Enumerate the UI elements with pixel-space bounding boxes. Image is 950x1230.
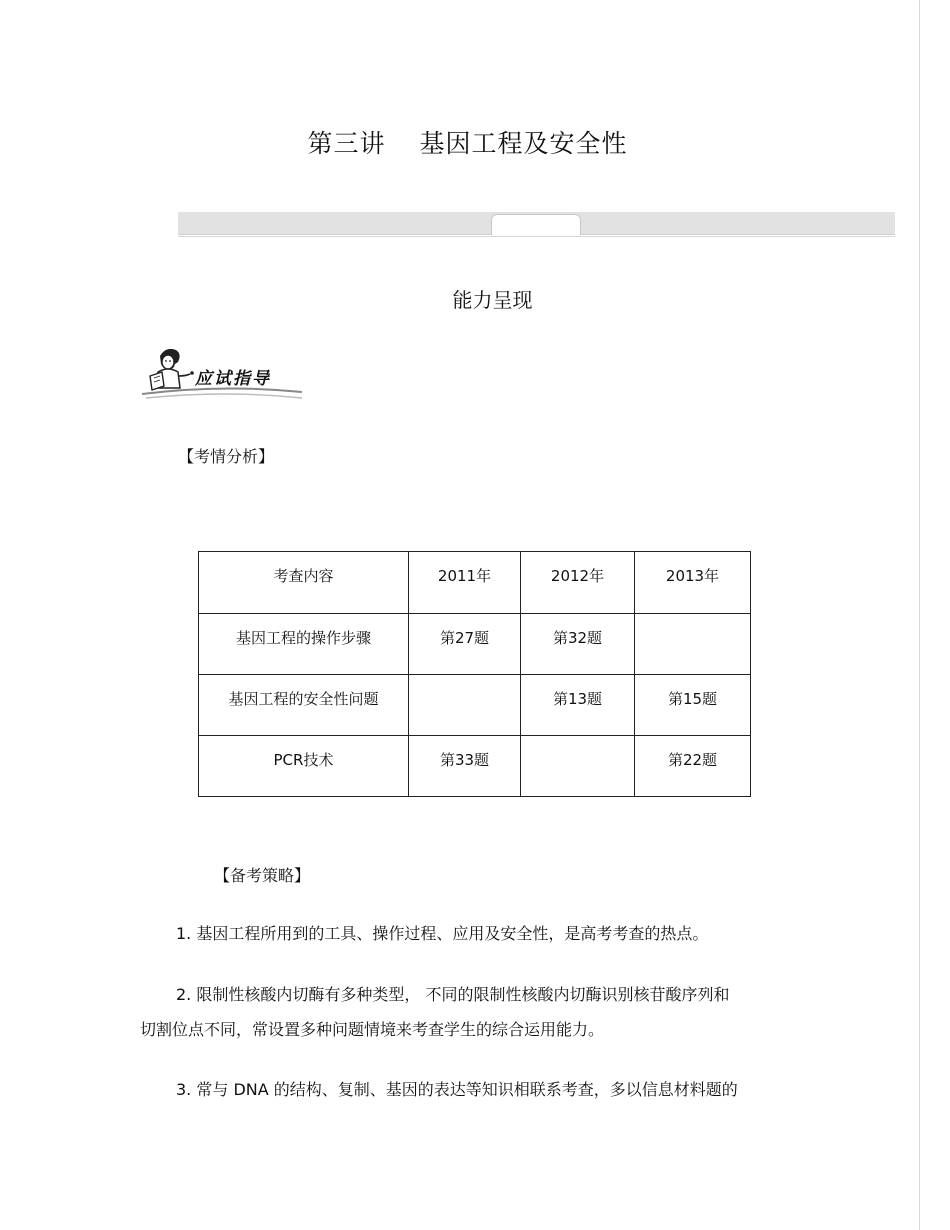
page-edge [919,0,920,1230]
table-cell: 基因工程的安全性问题 [199,675,409,736]
logo-label: 应试指导 [195,369,271,389]
title-lecture: 第三讲 [307,129,386,158]
table-cell: PCR技术 [199,736,409,797]
table-cell: 第22题 [635,736,751,797]
strategy-paragraph: 切割位点不同，常设置多种问题情境来考查学生的综合运用能力。 [140,1020,605,1039]
table-cell [409,675,521,736]
table-cell: 第15题 [635,675,751,736]
exam-table [198,551,751,797]
strategy-heading: 【备考策略】 [214,866,311,885]
exam-guide-logo [140,342,305,404]
table-cell: 第32题 [521,614,635,675]
table-header-cell: 2011年 [409,552,521,614]
title-topic: 基因工程及安全性 [419,129,628,158]
table-row [199,614,751,675]
table-cell [635,614,751,675]
strategy-paragraph: 2. 限制性核酸内切酶有多种类型， 不同的限制性核酸内切酶识别核苷酸序列和 [176,985,730,1004]
table-cell [521,736,635,797]
table-header-cell: 2012年 [521,552,635,614]
banner-divider [178,236,895,237]
table-cell: 第13题 [521,675,635,736]
table-header-cell: 2013年 [635,552,751,614]
table-row [199,675,751,736]
table-header-row [199,552,751,614]
table-cell: 第27题 [409,614,521,675]
table-cell: 基因工程的操作步骤 [199,614,409,675]
strategy-paragraph: 1. 基因工程所用到的工具、操作过程、应用及安全性，是高考考查的热点。 [176,924,709,943]
strategy-paragraph: 3. 常与 DNA 的结构、复制、基因的表达等知识相联系考查，多以信息材料题的 [176,1080,738,1099]
banner-tab [491,214,581,235]
analysis-heading: 【考情分析】 [178,447,275,466]
table-row [199,736,751,797]
table-cell: 第33题 [409,736,521,797]
page-title [0,124,935,160]
table-header-cell: 考查内容 [199,552,409,614]
section-subtitle: 能力呈现 [452,288,533,312]
